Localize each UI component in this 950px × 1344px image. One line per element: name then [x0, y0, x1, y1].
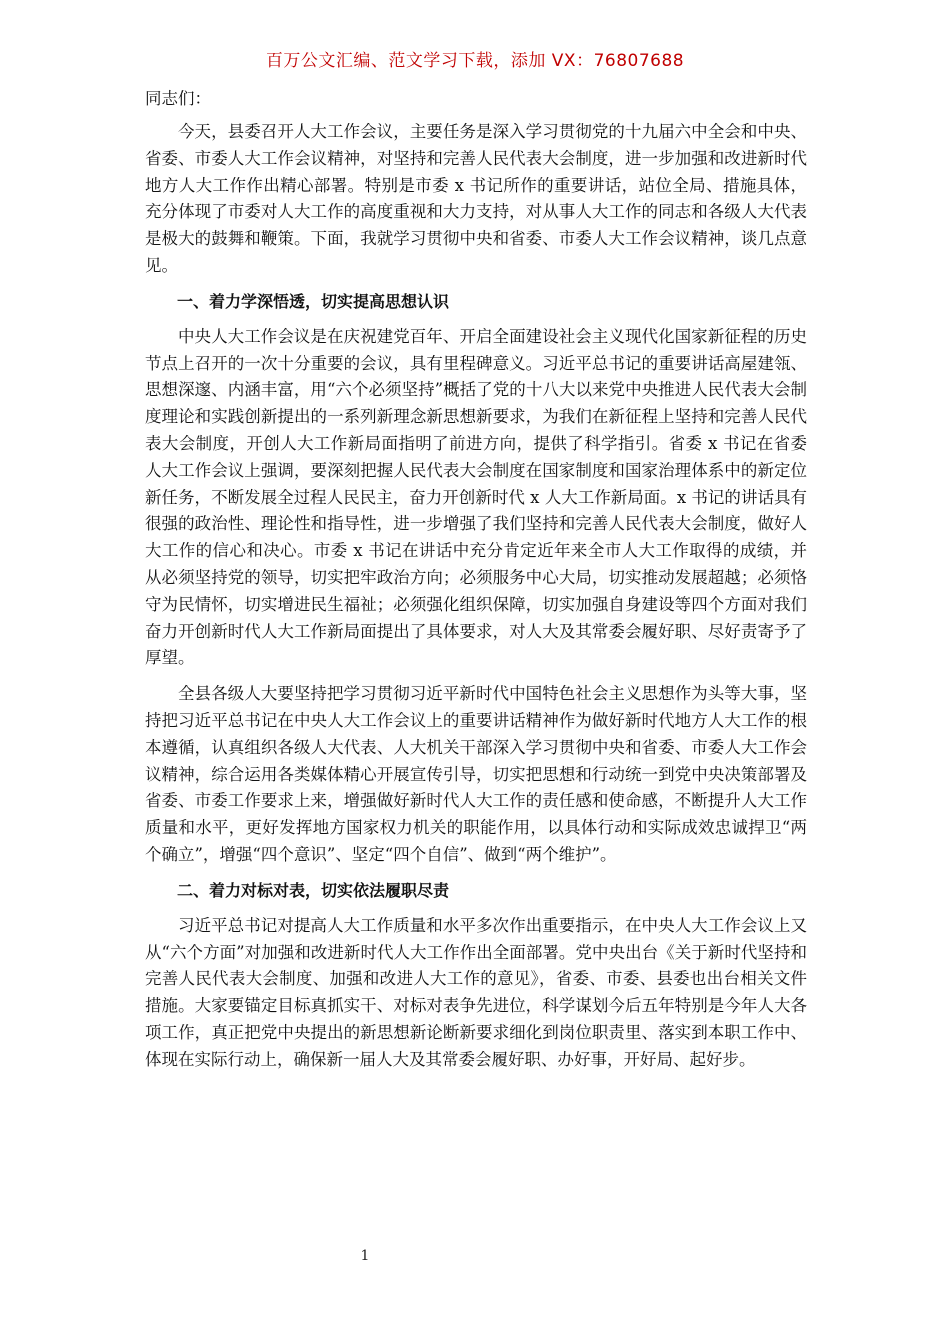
section-1-paragraph-2: 全县各级人大要坚持把学习贯彻习近平新时代中国特色社会主义思想作为头等大事，坚持把习近平总书记在中央人大工作会议上的重要讲话精神作为做好新时代地方人大工作的根本遵循，认真组织各级人大代表、人大机关干部深入学习贯彻中央和省委、市委人大工作会议精神，综合运用各类媒体精心开展宣传引导，切实把思想和行动统一到党中央决策部署及省委、市委工作要求上来，增强做好新时代人大工作的责任感和使命感，不断提升人大工作质量和水平，更好发挥地方国家权力机关的职能作用，以具体行动和实际成效忠诚捍卫“两个确立”，增强“四个意识”、坚定“四个自信”、做到“两个维护”。: [145, 684, 807, 864]
salutation: 同志们：: [145, 89, 211, 108]
header-banner: 百万公文汇编、范文学习下载，添加 VX：76807688: [265, 51, 685, 71]
section-1-paragraph-1: 中央人大工作会议是在庆祝建党百年、开启全面建设社会主义现代化国家新征程的历史节点上召开的一次十分重要的会议，具有里程碑意义。习近平总书记的重要讲话高屋建瓴、思想深邃、内涵丰富，用“六个必须坚持”概括了党的十八大以来党中央推进人民代表大会制度理论和实践创新提出的一系列新理念新思想新要求，为我们在新征程上坚持和完善人民代表大会制度，开创人大工作新局面指明了前进方向，提供了科学指引。省委 x 书记在省委人大工作会议上强调，要深刻把握人民代表大会制度在国家制度和国家治理体系中的新定位新任务，不断发展全过程人民民主，奋力开创新时代 x 人大工作新局面。x 书记的讲话具有很强的政治性、理论性和指导性，进一步增强了我们坚持和完善人民代表大会制度，做好人大工作的信心和决心。市委 x 书记在讲话中充分肯定近年来全市人大工作取得的成绩，并从必须坚持党的领导，切实把牢政治方向；必须服务中心大局，切实推动发展超越；必须恪守为民情怀，切实增进民生福祉；必须强化组织保障，切实加强自身建设等四个方面对我们奋力开创新时代人大工作新局面提出了具体要求，对人大及其常委会履好职、尽好责寄予了厚望。: [145, 326, 807, 668]
page-number: 1: [360, 1248, 370, 1264]
section-2-paragraph-1: 习近平总书记对提高人大工作质量和水平多次作出重要指示，在中央人大工作会议上又从“六个方面”对加强和改进新时代人大工作作出全面部署。党中央出台《关于新时代坚持和完善人民代表大会制度、加强和改进人大工作的意见》，省委、市委、县委也出台相关文件措施。大家要锚定目标真抓实干、对标对表争先进位，科学谋划今后五年特别是今年人大各项工作，真正把党中央提出的新思想新论断新要求细化到岗位职责里、落实到本职工作中、体现在实际行动上，确保新一届人大及其常委会履好职、办好事，开好局、起好步。: [145, 915, 807, 1069]
section-1-heading: 一、着力学深悟透，切实提高思想认识: [177, 291, 450, 311]
intro-paragraph: 今天，县委召开人大工作会议，主要任务是深入学习贯彻党的十九届六中全会和中央、省委、市委人大工作会议精神，对坚持和完善人民代表大会制度，进一步加强和改进新时代地方人大工作作出精心部署。特别是市委 x 书记所作的重要讲话，站位全局、措施具体，充分体现了市委对人大工作的高度重视和大力支持，对从事人大工作的同志和各级人大代表是极大的鼓舞和鞭策。下面，我就学习贯彻中央和省委、市委人大工作会议精神，谈几点意见。: [145, 122, 807, 275]
section-2-heading: 二、着力对标对表，切实依法履职尽责: [177, 880, 450, 900]
document-body: [145, 86, 807, 1083]
